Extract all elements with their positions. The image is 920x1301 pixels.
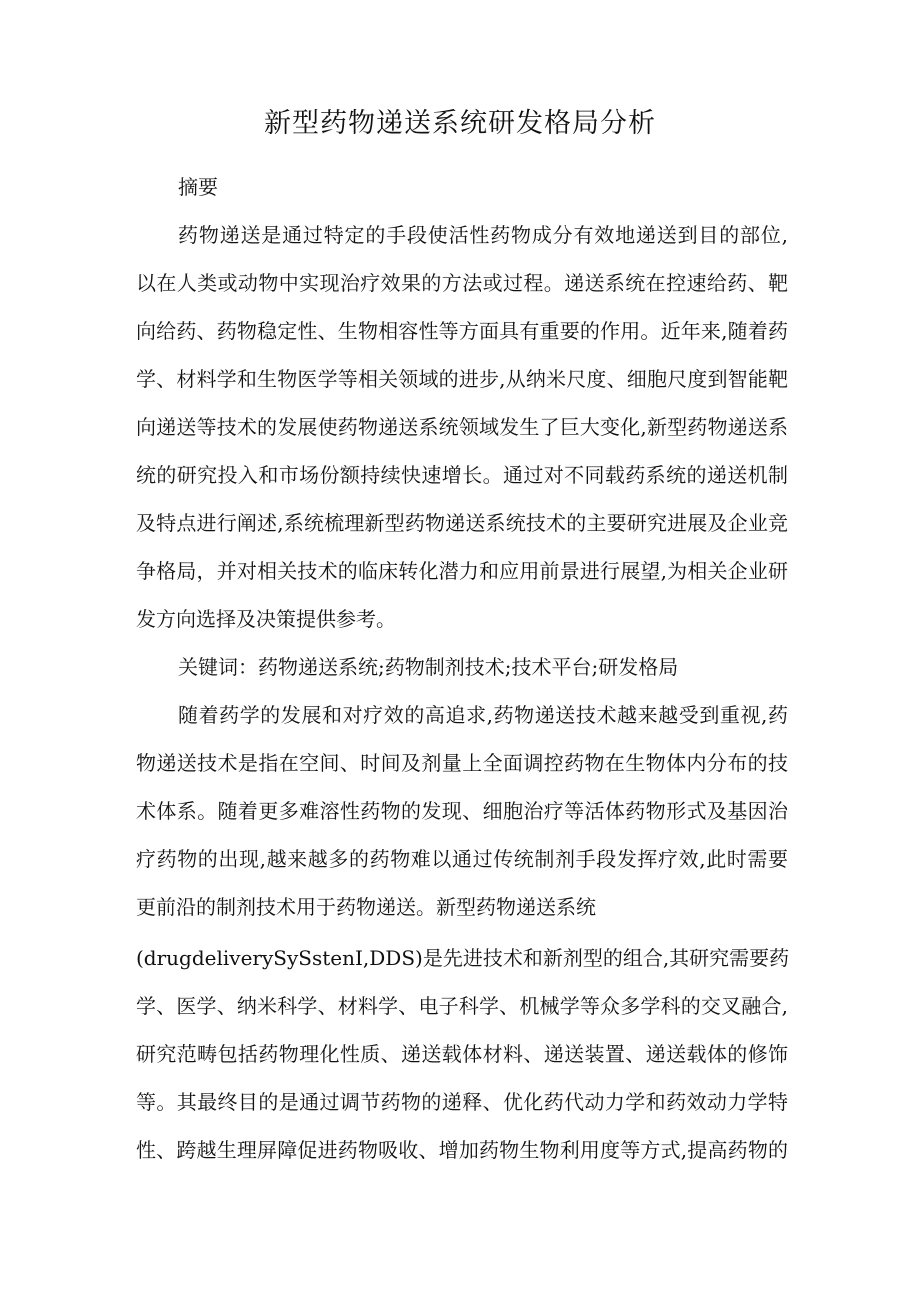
abstract-line: 发方向选择及决策提供参考。 — [136, 607, 396, 631]
body-line: (drugdeliverySySstenI,DDS)是先进技术和新剂型的组合,其研究需要药 — [136, 946, 790, 970]
abstract-line: 及特点进行阐述,系统梳理新型药物递送系统技术的主要研究进展及企业竞 — [136, 511, 788, 535]
body-line: 物递送技术是指在空间、时间及剂量上全面调控药物在生物体内分布的技 — [136, 751, 788, 775]
document-title: 新型药物递送系统研发格局分析 — [264, 108, 656, 139]
abstract-line: 药物递送是通过特定的手段使活性药物成分有效地递送到目的部位, — [178, 223, 788, 247]
keywords-line: 关键词：药物递送系统;药物制剂技术;技术平台;研发格局 — [178, 655, 679, 679]
body-line: 更前沿的制剂技术用于药物递送。新型药物递送系统 — [136, 895, 596, 919]
body-line: 疗药物的出现,越来越多的药物难以通过传统制剂手段发挥疗效,此时需要 — [136, 847, 788, 871]
abstract-line: 向给药、药物稳定性、生物相容性等方面具有重要的作用。近年来,随着药 — [136, 319, 788, 343]
abstract-line: 向递送等技术的发展使药物递送系统领域发生了巨大变化,新型药物递送系 — [136, 415, 788, 439]
body-line: 术体系。随着更多难溶性药物的发现、细胞治疗等活体药物形式及基因治 — [136, 799, 788, 823]
body-line: 研究范畴包括药物理化性质、递送载体材料、递送装置、递送载体的修饰 — [136, 1042, 788, 1066]
abstract-heading: 摘要 — [178, 175, 218, 199]
abstract-line: 以在人类或动物中实现治疗效果的方法或过程。递送系统在控速给药、靶 — [136, 271, 788, 295]
abstract-line: 学、材料学和生物医学等相关领域的进步,从纳米尺度、细胞尺度到智能靶 — [136, 367, 788, 391]
abstract-line: 争格局，并对相关技术的临床转化潜力和应用前景进行展望,为相关企业研 — [136, 559, 788, 583]
body-line: 学、医学、纳米科学、材料学、电子科学、机械学等众多学科的交叉融合, — [136, 994, 788, 1018]
body-line: 随着药学的发展和对疗效的高追求,药物递送技术越来越受到重视,药 — [178, 703, 788, 727]
body-line: 性、跨越生理屏障促进药物吸收、增加药物生物利用度等方式,提高药物的 — [136, 1138, 788, 1162]
abstract-line: 统的研究投入和市场份额持续快速增长。通过对不同载药系统的递送机制 — [136, 463, 788, 487]
body-line: 等。其最终目的是通过调节药物的递释、优化药代动力学和药效动力学特 — [136, 1090, 788, 1114]
